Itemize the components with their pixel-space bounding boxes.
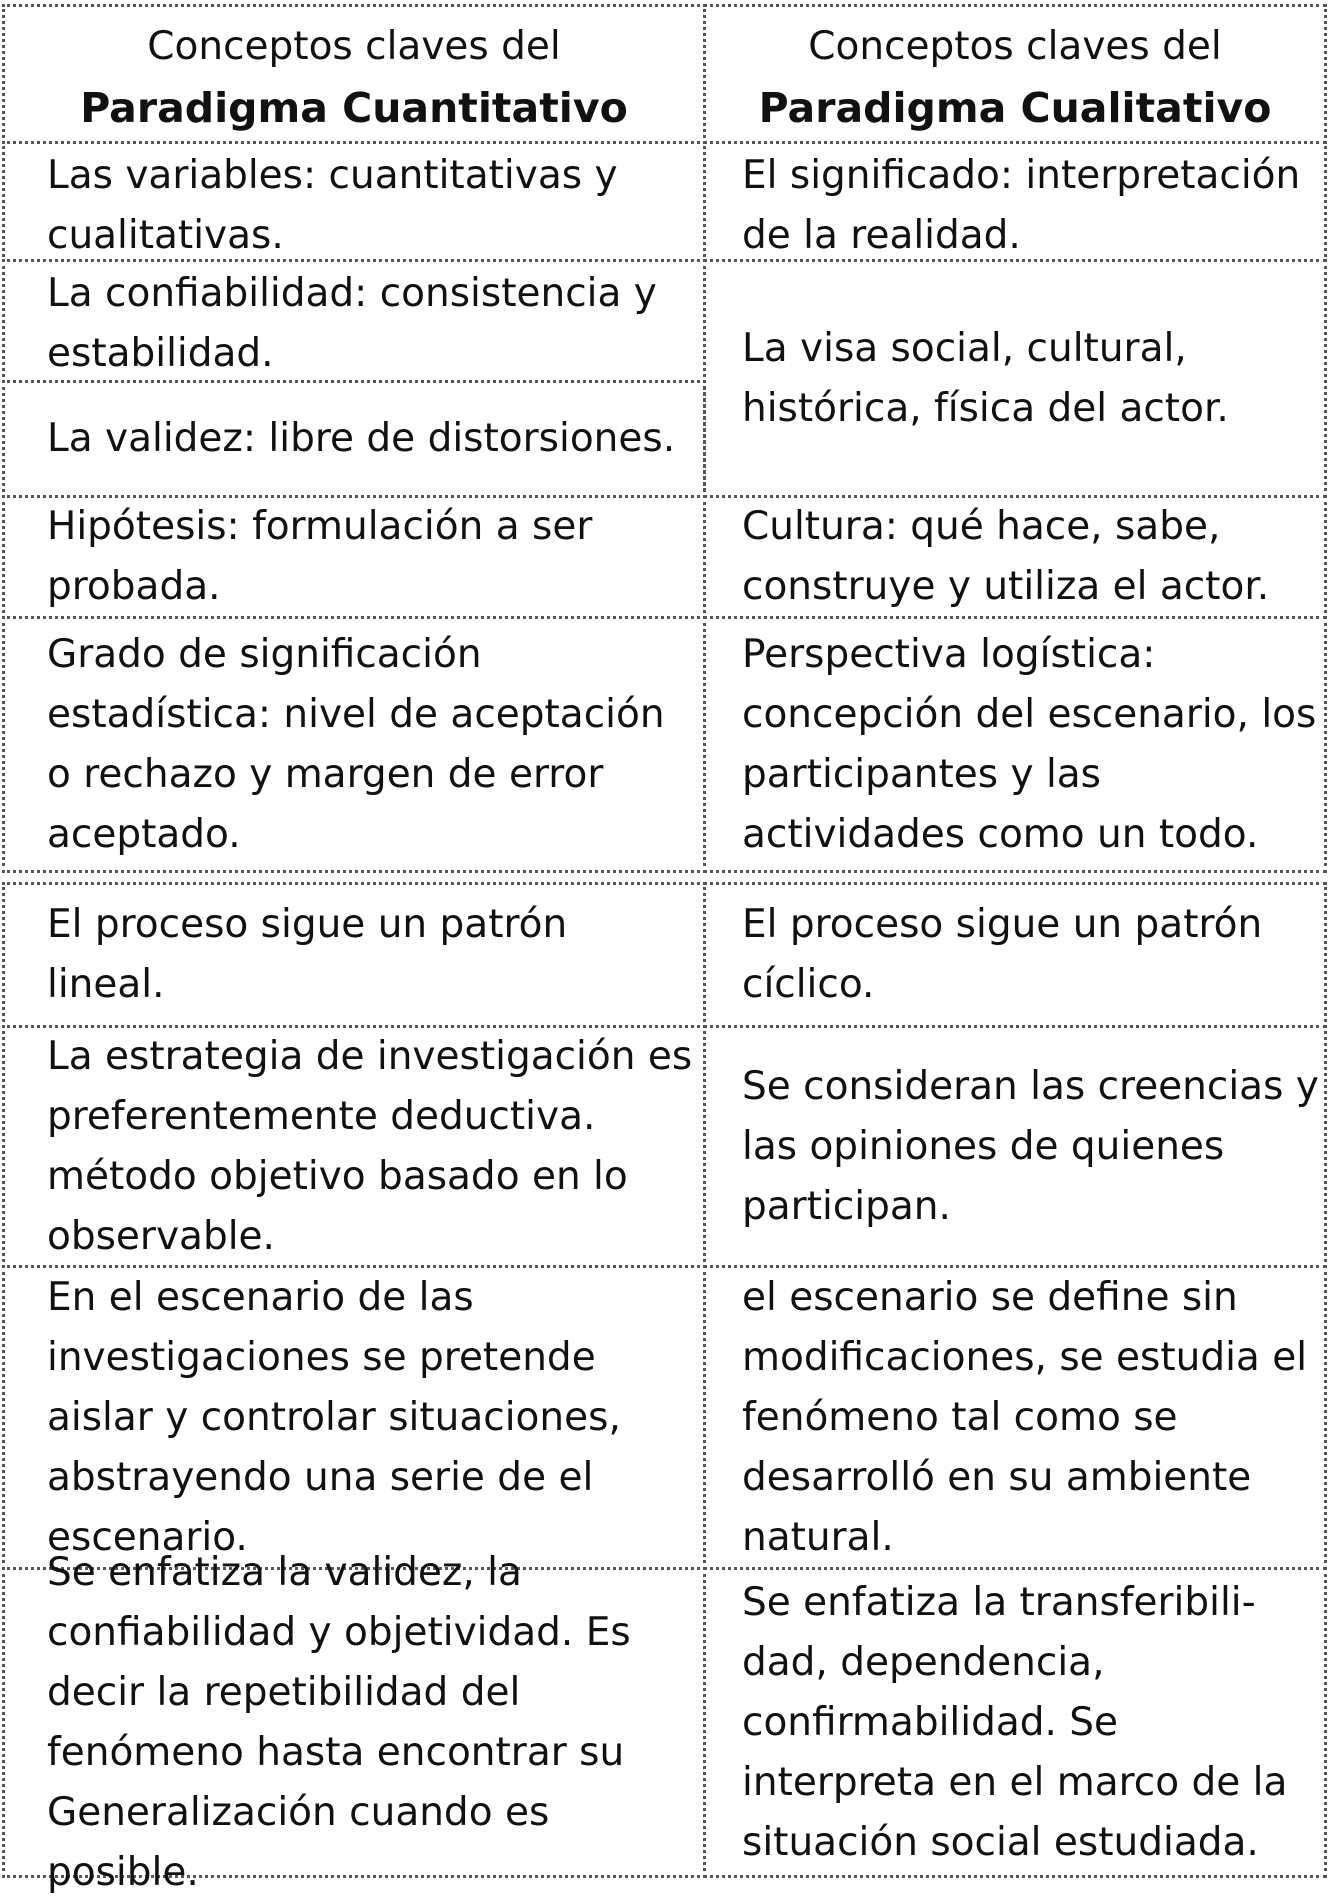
cualitativo-text: El proceso sigue un patrón cíclico. (742, 902, 1263, 1007)
cuantitativo-text: En el escenario de las investigaciones se pretende aislar y controlar situaciones, abstrayendo una serie de el escenario. (47, 1274, 621, 1560)
cualitativo-text: Se consideran las creencias y las opiniones de quienes participan. (742, 1063, 1319, 1229)
cualitativo-row-visa-social (703, 259, 1327, 498)
cualitativo-text: Perspectiva logística: concepción del escenario, los participantes y las actividades como un todo. (742, 631, 1317, 857)
cuantitativo-text: La confiabilidad: consistencia y estabilidad. (47, 271, 657, 376)
cualitativo-row-enfatiza (703, 1567, 1327, 1878)
cuantitativo-text: Hipótesis: formulación a ser probada. (47, 504, 593, 609)
header-cualitativo-line1: Conceptos claves del (808, 24, 1222, 69)
cuantitativo-text: La estrategia de investigación es preferentemente deductiva. método objetivo basado en lo observable. (47, 1033, 693, 1259)
cualitativo-text: El significado: interpretación de la realidad. (742, 153, 1301, 258)
cuantitativo-row-confiabilidad (2, 259, 706, 383)
cualitativo-row-proceso (703, 882, 1327, 1028)
header-cualitativo-title: Paradigma Cualitativo (758, 84, 1272, 132)
cualitativo-text: Se enfatiza la transferibili-dad, dependencia, confirmabilidad. Se interpreta en el marco de la situación social estudiada. (742, 1579, 1288, 1865)
cuantitativo-row-estrategia (2, 1025, 706, 1268)
cualitativo-text: La visa social, cultural, histórica, física del actor. (742, 325, 1229, 431)
cuantitativo-row-enfatiza (2, 1549, 706, 1895)
cualitativo-row-creencias (703, 1025, 1327, 1268)
cuantitativo-text: La validez: libre de distorsiones. (47, 416, 676, 461)
cuantitativo-row-significacion (2, 616, 706, 873)
header-cualitativo (703, 4, 1327, 144)
cuantitativo-row-validez (2, 380, 706, 498)
cualitativo-row-significado (703, 141, 1327, 262)
header-cuantitativo (2, 4, 706, 144)
cuantitativo-text: Grado de significación estadística: nivel de aceptación o rechazo y margen de error aceptado. (47, 631, 665, 857)
cualitativo-text: Cultura: qué hace, sabe, construye y utiliza el actor. (742, 504, 1270, 609)
cuantitativo-text: Se enfatiza la validez, la confiabilidad y objetividad. Es decir la repetibilidad del fenómeno hasta encontrar su Generalización cuando es posible. (47, 1549, 631, 1895)
cuantitativo-row-variables (2, 141, 706, 262)
cuantitativo-text: El proceso sigue un patrón lineal. (47, 902, 568, 1007)
cuantitativo-row-escenario (2, 1265, 706, 1570)
header-cuantitativo-line1: Conceptos claves del (147, 24, 561, 69)
cuantitativo-text: Las variables: cuantitativas y cualitativas. (47, 153, 618, 258)
cualitativo-text: el escenario se define sin modificaciones, se estudia el fenómeno tal como se desarrolló en su ambiente natural. (742, 1274, 1308, 1560)
cuantitativo-row-proceso (2, 882, 706, 1028)
header-cuantitativo-title: Paradigma Cuantitativo (80, 84, 628, 132)
cualitativo-row-escenario (703, 1265, 1327, 1570)
cualitativo-row-perspectiva (703, 616, 1327, 873)
cuantitativo-row-hipotesis (2, 495, 706, 619)
cualitativo-row-cultura (703, 495, 1327, 619)
